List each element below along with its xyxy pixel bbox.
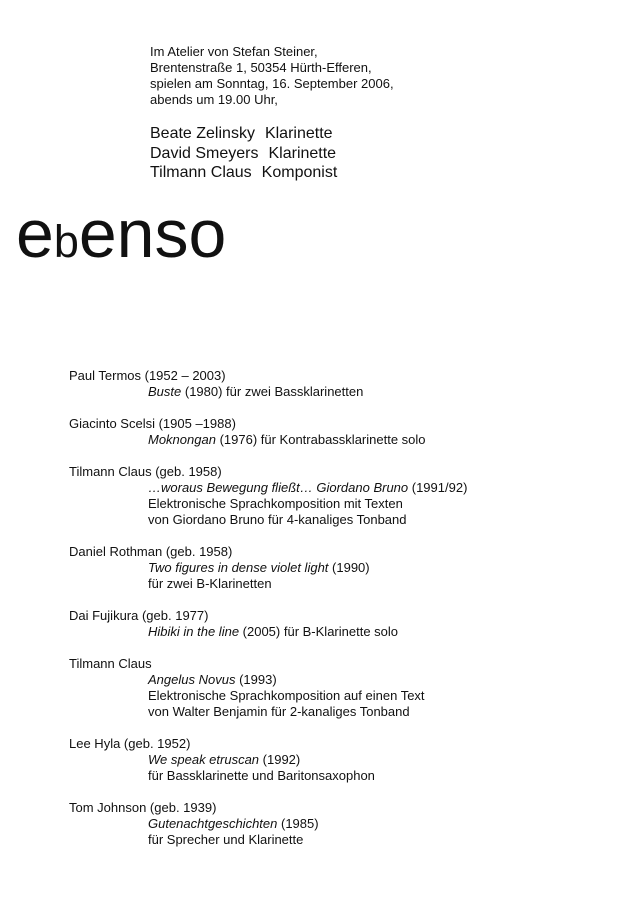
intro-line: Brentenstraße 1, 50354 Hürth-Efferen, <box>150 60 372 75</box>
work-info: (1990) <box>328 560 370 575</box>
intro-line: spielen am Sonntag, 16. September 2006, <box>150 76 394 91</box>
performer-role: Klarinette <box>264 125 333 142</box>
title-part: enso <box>78 196 227 272</box>
performer-name: David Smeyers <box>150 144 259 162</box>
work-description: für Bassklarinette und Baritonsaxophon <box>148 768 375 783</box>
composer: Daniel Rothman (geb. 1958) <box>69 544 233 559</box>
work-info: (1993) <box>235 672 277 687</box>
work-info: (1992) <box>259 752 301 767</box>
event-intro <box>150 44 394 108</box>
work-line <box>69 752 609 768</box>
composer: Tilmann Claus (geb. 1958) <box>69 464 222 479</box>
work-title: …woraus Bewegung fließt… Giordano Bruno <box>148 480 409 495</box>
composer: Tom Johnson (geb. 1939) <box>69 800 217 815</box>
work-title: Hibiki in the line <box>148 624 240 639</box>
work-title: Buste <box>148 384 182 399</box>
work-info: (1976) für Kontrabassklarinette solo <box>215 432 426 447</box>
concert-title <box>16 194 226 282</box>
program-list <box>69 368 609 864</box>
work-description: für zwei B-Klarinetten <box>148 576 272 591</box>
work-description: von Walter Benjamin für 2-kanaliges Tonband <box>148 704 410 719</box>
work-line <box>69 480 609 496</box>
performer <box>150 163 337 183</box>
work-description: von Giordano Bruno für 4-kanaliges Tonband <box>148 512 407 527</box>
work-title: Moknongan <box>148 432 216 447</box>
performer <box>150 144 337 164</box>
title-part: e <box>16 196 54 272</box>
work-line <box>69 432 609 448</box>
work-line <box>69 560 609 576</box>
work-title: Two figures in dense violet light <box>148 560 329 575</box>
program-item <box>69 416 609 448</box>
performer-role: Klarinette <box>268 144 337 162</box>
performer-role: Komponist <box>261 164 338 181</box>
work-info: (1991/92) <box>408 480 468 495</box>
work-info: (1980) für zwei Bassklarinetten <box>181 384 364 399</box>
program-item <box>69 800 609 848</box>
work-description: Elektronische Sprachkomposition auf einen Text <box>148 688 425 703</box>
work-title: We speak etruscan <box>148 752 260 767</box>
performer <box>150 124 337 144</box>
composer: Lee Hyla (geb. 1952) <box>69 736 191 751</box>
intro-line: abends um 19.00 Uhr, <box>150 92 278 107</box>
work-info: (1985) <box>277 816 319 831</box>
program-item <box>69 368 609 400</box>
work-line <box>69 384 609 400</box>
work-line <box>69 672 609 688</box>
work-line <box>69 624 609 640</box>
performer-name: Tilmann Claus <box>150 164 252 181</box>
composer: Paul Termos (1952 – 2003) <box>69 368 226 383</box>
work-title: Angelus Novus <box>148 672 236 687</box>
composer: Giacinto Scelsi (1905 –1988) <box>69 416 236 431</box>
title-part-small: b <box>53 216 79 267</box>
composer: Tilmann Claus <box>69 656 152 671</box>
work-title: Gutenachtgeschichten <box>148 816 278 831</box>
program-item <box>69 544 609 592</box>
program-item <box>69 464 609 528</box>
work-line <box>69 816 609 832</box>
performer-list <box>150 124 337 183</box>
work-description: Elektronische Sprachkomposition mit Texten <box>148 496 403 511</box>
intro-line: Im Atelier von Stefan Steiner, <box>150 44 318 59</box>
composer: Dai Fujikura (geb. 1977) <box>69 608 209 623</box>
program-item <box>69 608 609 640</box>
program-item <box>69 656 609 720</box>
performer-name: Beate Zelinsky <box>150 125 255 142</box>
program-item <box>69 736 609 784</box>
work-info: (2005) für B-Klarinette solo <box>239 624 399 639</box>
work-description: für Sprecher und Klarinette <box>148 832 304 847</box>
